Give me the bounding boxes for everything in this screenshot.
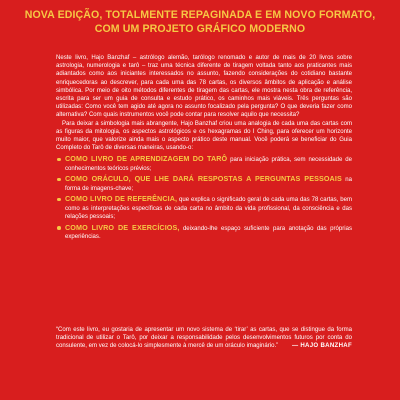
intro-paragraph-2: Para deixar a simbologia mais abrangente, Hajo Banzhaf criou uma analogia de cada uma das cartas com as figuras da mitologia, os aspectos astrológicos e os hexagramas do I Ching, para oferecer um horizonte muito maior, que valorize ainda mais o aspecto prático deste manual. Você poderá se beneficiar do Guia Completo do Tarô de diversas maneiras, usando-o: (56, 120, 352, 152)
bullet-icon (57, 178, 61, 182)
quote-text: “Com este livro, eu gostaria de apresentar um novo sistema de ‘tirar’ as cartas, que se distingue da forma tradicional de utilizar o Tarô, por deixar a responsabilidade pelos desenvolvimentos futuros por conta do consulente, em vez de colocá-lo simplesmente à mercê de um oráculo imaginário.” (56, 327, 352, 350)
use-description: para iniciação prática, sem necessidade de conhecimentos teóricos prévios; (65, 157, 352, 172)
book-description (56, 54, 352, 244)
list-item (56, 195, 352, 221)
list-item (56, 175, 352, 192)
use-title: COMO ORÁCULO, QUE LHE DARÁ RESPOSTAS A PERGUNTAS PESSOAIS (65, 174, 342, 184)
use-description: na forma de imagens-chave; (65, 177, 352, 192)
use-title: COMO LIVRO DE APRENDIZAGEM DO TARÔ (65, 154, 228, 164)
author-quote (56, 326, 352, 351)
uses-list (56, 155, 352, 241)
use-title: COMO LIVRO DE EXERCÍCIOS, (65, 222, 180, 232)
headline-line-2: COM UM PROJETO GRÁFICO MODERNO (94, 23, 306, 35)
list-item (56, 224, 352, 241)
headline-line-1: NOVA EDIÇÃO, TOTALMENTE REPAGINADA E EM NOVO FORMATO, (24, 9, 376, 21)
use-title: COMO LIVRO DE REFERÊNCIA, (65, 194, 178, 204)
use-description: deixando-lhe espaço suficiente para anotação das próprias experiências. (65, 225, 352, 240)
quote-author: — HAJO BANZHAF (291, 342, 352, 350)
intro-paragraph-1: Neste livro, Hajo Banzhaf – astrólogo alemão, tarólogo renomado e autor de mais de 20 livros sobre astrologia, numerologia e tarô – traz uma técnica diferente de tiragem voltada tanto aos praticantes mais adiantados como aos iniciantes interessados no assunto, fazendo considerações do cotidiano bastante enriquecedoras ao descrever, para cada uma das 78 cartas, os diversos âmbitos de aplicação e análise simbólica. Por meio de oito métodos diferentes de tiragem das cartas, ele mostra nesta obra de referência, escrita para ser um guia de consulta e estudo prático, os caminhos mais viáveis. Três perguntas são utilizadas: Como você tem agido até agora no assunto focalizado pela pergunta? O que deveria fazer como alternativa? Com quais instrumentos você pode contar para resolver aquilo que necessita? (56, 55, 352, 119)
bullet-icon (57, 198, 61, 202)
list-item (56, 155, 352, 172)
bullet-icon (57, 158, 61, 162)
headline (0, 8, 400, 36)
use-description: que explica o significado geral de cada uma das 78 cartas, bem como as interpretações específicas de cada carta no âmbito da vida profissional, da consciência e das relações pessoais; (65, 197, 352, 220)
bullet-icon (57, 226, 61, 230)
